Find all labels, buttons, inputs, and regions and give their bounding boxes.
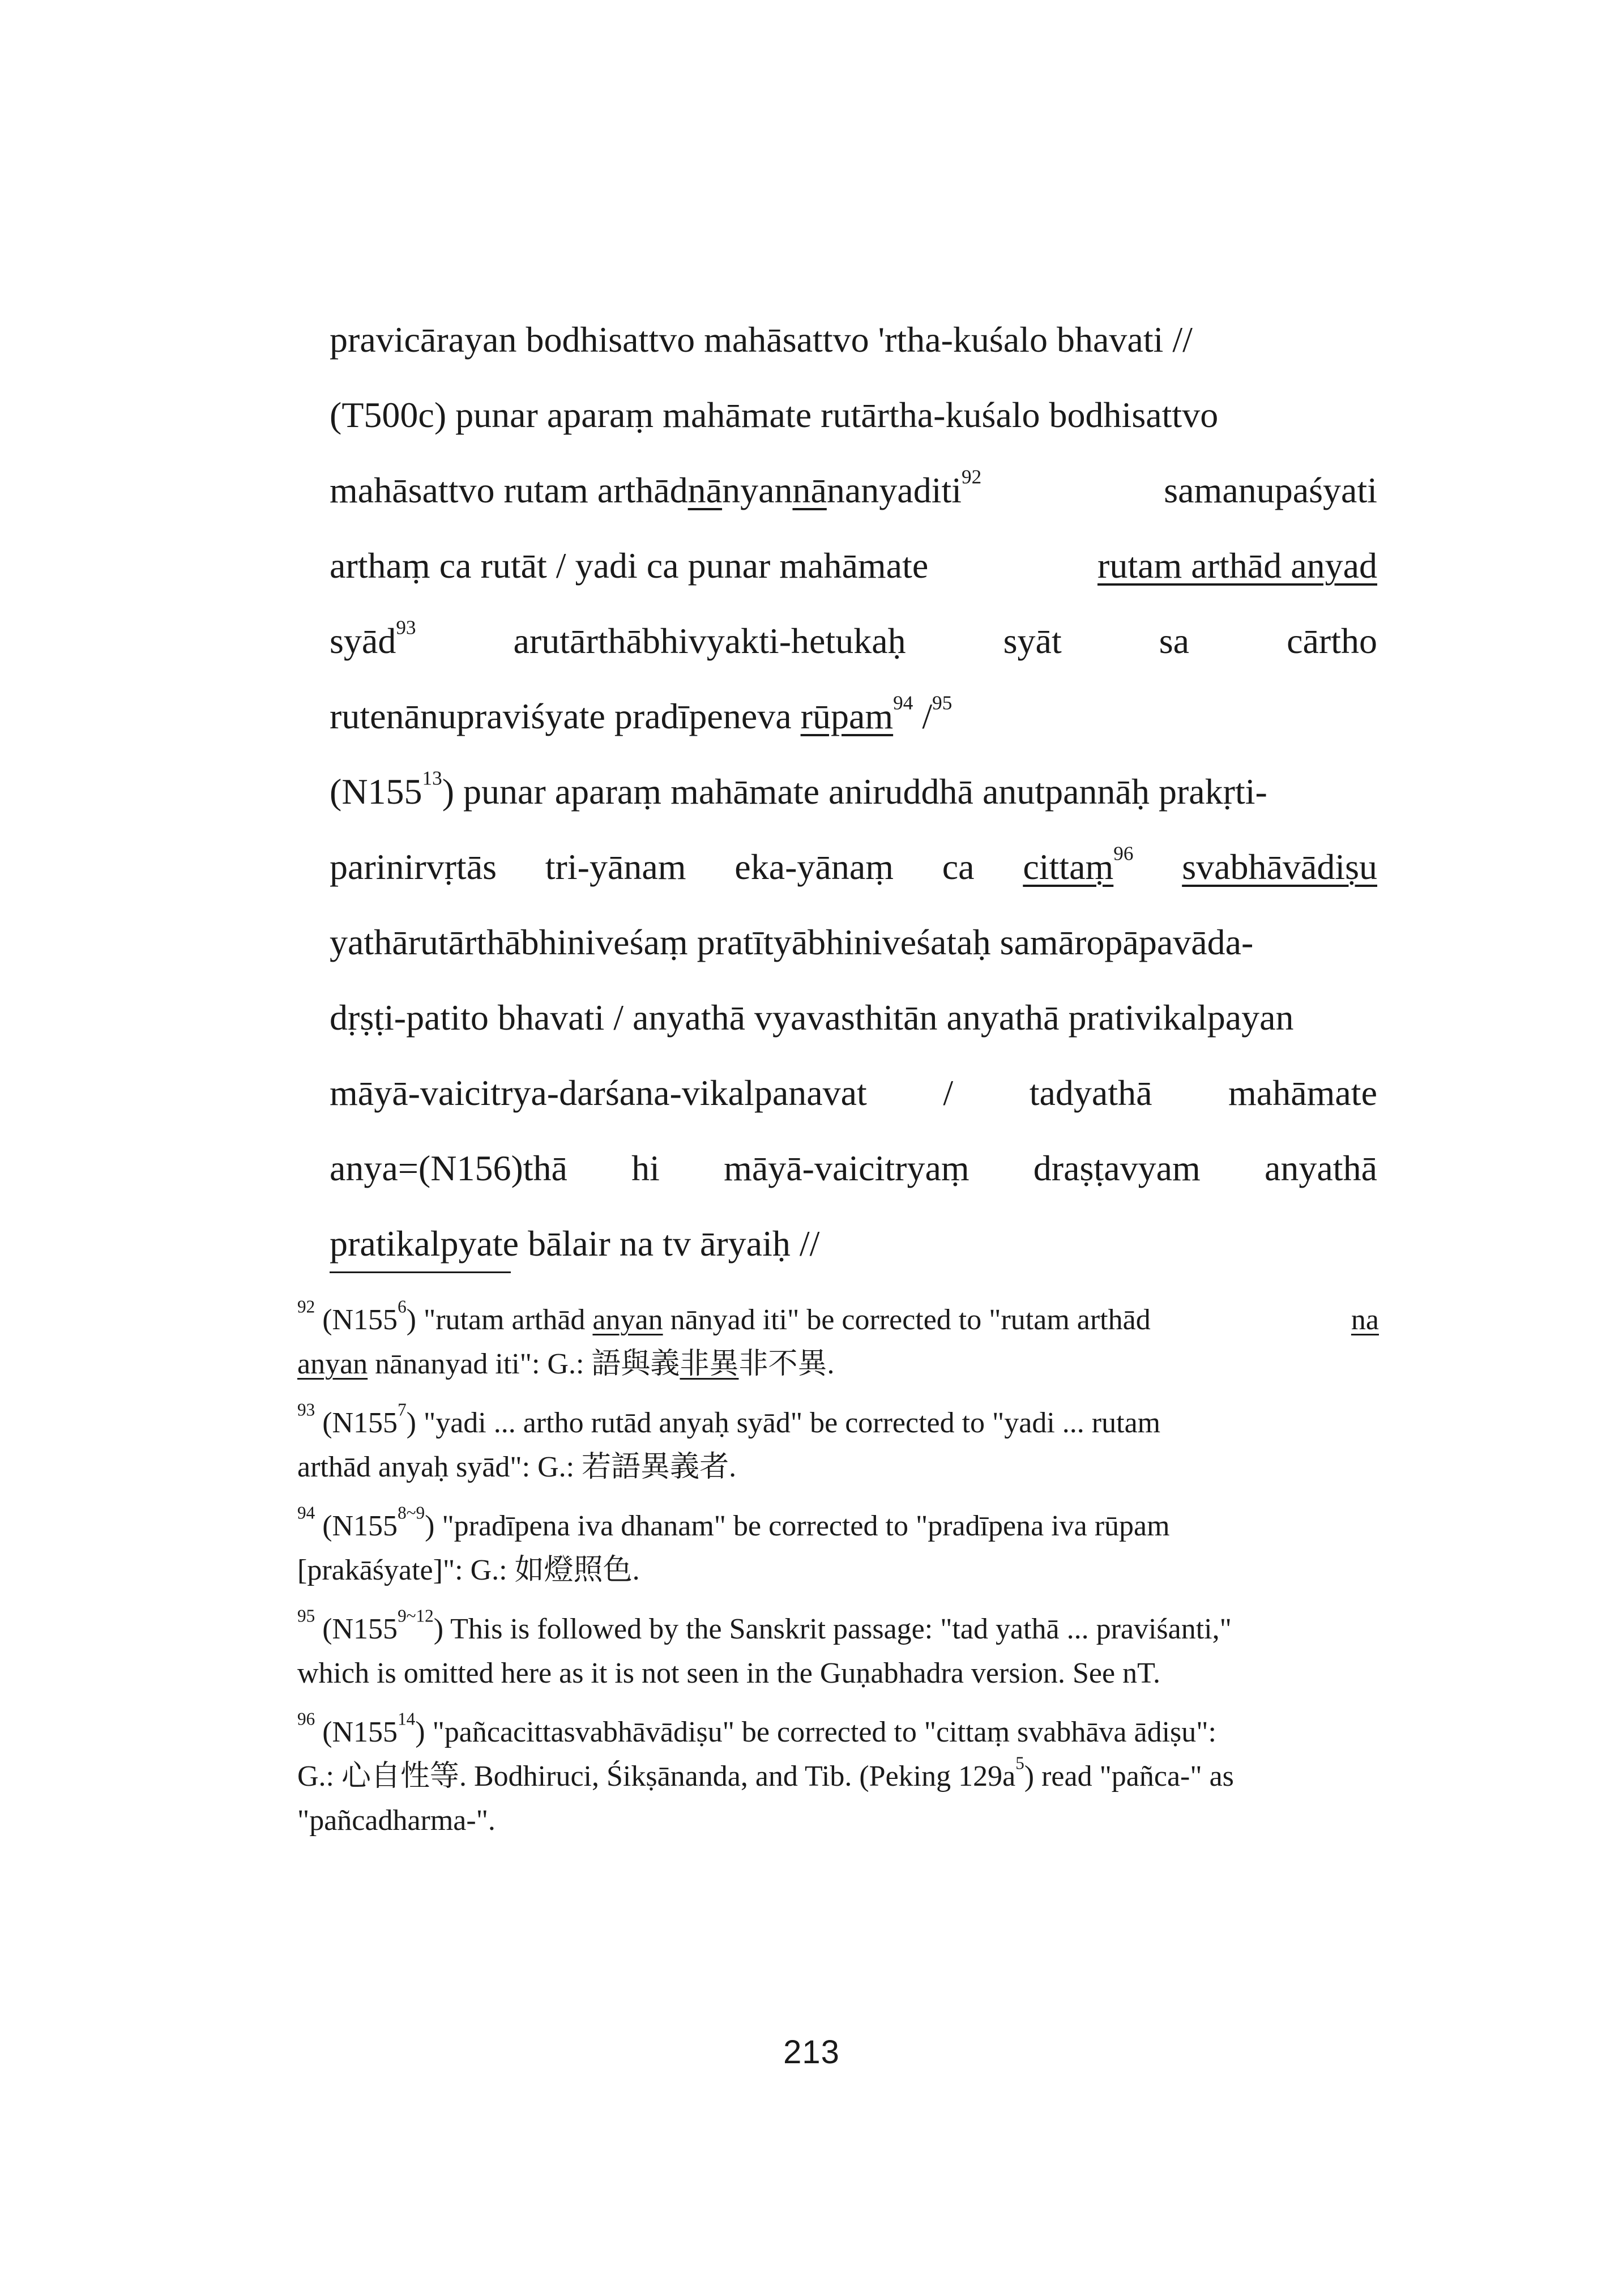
underlined-text: rutam arthād anyad	[1097, 545, 1377, 586]
footnote-separator	[330, 1271, 511, 1273]
footnote-line: [prakāśyate]": G.: 如燈照色.	[297, 1554, 640, 1586]
text-run: māyā-vaicitrya-darśana-vikalpanavat	[330, 1073, 867, 1113]
footnote-line: $^{96}$ $(N155^{14})$ "pañcacittasvabhāvādiṣu" be corrected to "cittaṃ svabhāva ādiṣu":	[297, 1709, 1216, 1748]
text-run: $^{92}$ $(N155^6)$ "rutam arthād anyan nānyad iti" be corrected to "rutam arthād	[297, 1296, 1151, 1336]
footnote-number: 94	[297, 1503, 315, 1523]
footnote-ref: 94	[893, 692, 913, 714]
main-line	[330, 1055, 1377, 1130]
page-number: 213	[783, 2034, 840, 2071]
text-run: parinirvṛtās	[330, 847, 497, 887]
text-run: eka-yānaṃ	[734, 847, 894, 887]
footnote-line: $^{95}$ $(N155^{9\sim 12})$ This is followed by the Sanskrit passage: "tad yathā ... praviśanti,"	[297, 1606, 1232, 1645]
underlined-text: anyan	[297, 1348, 368, 1380]
text-run: sa	[1159, 621, 1190, 661]
footnote-line: which is omitted here as it is not seen in the Guṇabhadra version. See nT.	[297, 1657, 1160, 1689]
main-line	[330, 829, 1377, 904]
footnote-ref: 92	[962, 466, 982, 488]
main-line	[330, 1130, 1377, 1206]
footnote-number: 96	[297, 1709, 315, 1729]
footnote-line: $^{94}$ $(N155^{8\sim 9})$ "pradīpena iva dhanam" be corrected to "pradīpena iva rūpam	[297, 1503, 1170, 1542]
underlined-text: rūpam	[800, 696, 894, 736]
text-run: mahāmate	[1228, 1073, 1377, 1113]
text-run: cārtho	[1287, 621, 1377, 661]
footnote-93	[297, 1401, 1379, 1490]
underlined-text: svabhāvādiṣu	[1182, 847, 1377, 887]
text-run: syād$^{93}$	[330, 616, 416, 661]
main-line: dṛṣṭi-patito bhavati / anyathā vyavasthitān anyathā prativikalpayan	[330, 997, 1294, 1038]
main-text	[330, 302, 1377, 1281]
text-run: hi	[631, 1148, 660, 1188]
footnote-number: 93	[297, 1399, 315, 1420]
footnote-ref: 93	[396, 616, 416, 639]
footnote-95	[297, 1607, 1379, 1696]
footnote-number: 95	[297, 1606, 315, 1626]
footnote-line	[297, 1298, 1379, 1342]
footnote-line: anyan nānanyad iti": G.: 語與義非異非不異.	[297, 1348, 835, 1380]
text-run: syāt	[1003, 621, 1062, 661]
text-run: mahāsattvo rutam arthādnānyannānanyaditi$^{92}$	[330, 453, 981, 528]
underlined-text: cittaṃ	[1023, 847, 1114, 887]
main-line	[330, 453, 1377, 528]
main-line: $(N155^{13})$ punar aparaṃ mahāmate aniruddhā anutpannāḥ prakṛti-	[330, 767, 1267, 812]
footnote-96	[297, 1710, 1379, 1843]
text-run: tadyathā	[1029, 1073, 1152, 1113]
footnote-number: 92	[297, 1296, 315, 1317]
footnote-94	[297, 1504, 1379, 1593]
footnote-line: "pañcadharma-".	[297, 1804, 496, 1837]
text-run: samanupaśyati	[1164, 470, 1377, 510]
text-run: māyā-vaicitryaṃ	[724, 1148, 969, 1188]
main-line	[330, 528, 1377, 603]
text-run: arthaṃ ca rutāt / yadi ca punar mahāmate	[330, 545, 929, 586]
underlined-text: 非異	[680, 1348, 739, 1380]
text-run: anyathā	[1264, 1148, 1377, 1188]
main-line: (T500c) punar aparaṃ mahāmate rutārtha-kuśalo bodhisattvo	[330, 395, 1219, 435]
underlined-text: nā	[687, 470, 723, 510]
main-line: pravicārayan bodhisattvo mahāsattvo 'rtha-kuśalo bhavati //	[330, 319, 1193, 360]
underlined-text: anyan	[592, 1304, 663, 1336]
footnote-ref: 13	[422, 767, 442, 789]
text-run: ca	[942, 847, 975, 887]
footnote-92	[297, 1298, 1379, 1386]
main-line: pratikalpyate bālair na tv āryaiḥ //	[330, 1223, 820, 1264]
footnote-line: G.: 心自性等. Bodhiruci, Śikṣānanda, and Tib. (Peking $129a^5$) read "pañca-" as	[297, 1753, 1234, 1793]
text-run: arutārthābhivyakti-hetukaḥ	[513, 621, 906, 661]
main-line	[330, 603, 1377, 678]
text-run: /	[943, 1073, 954, 1113]
main-line: yathārutārthābhiniveśaṃ pratītyābhiniveśataḥ samāropāpavāda-	[330, 922, 1254, 962]
main-line: rutenānupraviśyate pradīpeneva rūpam$^{94}$ /$^{95}$	[330, 692, 953, 736]
text-run: draṣṭavyam	[1033, 1148, 1201, 1188]
footnote-ref: 96	[1113, 842, 1134, 865]
footnote-line: arthād anyaḥ syād": G.: 若語異義者.	[297, 1451, 737, 1483]
footnotes	[297, 1298, 1379, 1858]
underlined-text: nā	[792, 470, 827, 510]
text-run: anya=(N156)thā	[330, 1148, 567, 1188]
text-run	[1023, 829, 1133, 904]
text-run: tri-yānam	[545, 847, 686, 887]
footnote-ref: 95	[932, 692, 953, 714]
footnote-line: $^{93}$ $(N155^7)$ "yadi ... artho rutād anyaḥ syād" be corrected to "yadi ... rutam	[297, 1399, 1161, 1439]
underlined-text: na	[1351, 1304, 1379, 1336]
